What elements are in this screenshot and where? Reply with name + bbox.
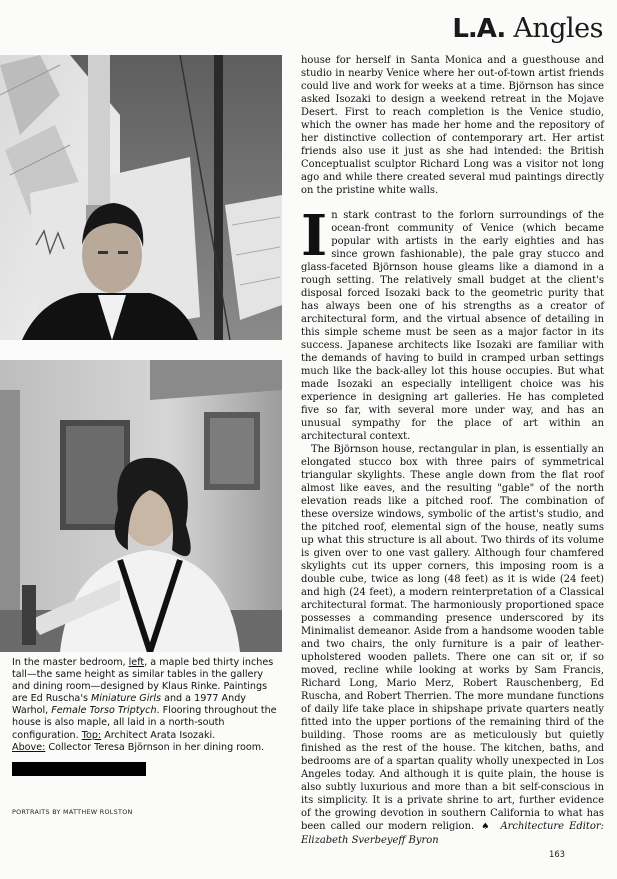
article-paragraph bbox=[301, 443, 604, 847]
caption-text: . Flooring throughout the house is also maple, all laid in a north-south configuration. bbox=[12, 705, 277, 741]
caption-left-label: left bbox=[128, 657, 145, 668]
collector-portrait-photo bbox=[0, 360, 282, 652]
article-paragraph: house for herself in Santa Monica and a guesthouse and studio in nearby Venice where her out-of-town artist friends could live and work for weeks at a time. Björnson has since asked Isozaki to design a weekend retreat in the Mojave Desert. First to reach completion is the Venice studio, which the owner has made her home and the repository of her distinctive collection of contemporary art. Her artist friends also use it just as she had intended: the British Conceptualist sculptor Richard Long was a visitor not long ago and while there created several mud paintings directly on the pristine white walls. bbox=[301, 55, 604, 196]
article-column bbox=[301, 54, 604, 847]
paragraph-gap bbox=[301, 197, 604, 209]
author-signature: Architecture Editor: Elizabeth Sverbeyeff Byron bbox=[301, 821, 604, 846]
architect-portrait-photo bbox=[0, 55, 282, 340]
caption-text: , a maple bed thirty inches tall—the same height as similar tables in the gallery and dining room—designed by Klaus Rinke. Paintings are Ed Ruscha's bbox=[12, 657, 274, 705]
article-text: n stark contrast to the forlorn surroundings of the ocean-front community of Venice (which became popular with artists in the early eighties and has since grown fashionable), the pale gray stucco and glass-faceted Björnson house gleams like a diamond in a rough setting. The relatively small budget at the client's disposal forced Isozaki back to the geometric purity that has always been one of his strengths as a creator of architectural form, and the virtual absence of detailing in this simple scheme must be seen as a major factor in its success. Japanese architects like Isozaki are familiar with the demands of having to build in cramped urban settings much like the back-alley lot this house occupies. But what made Isozaki an especially intelligent choice was his experience in designing art galleries. He has completed five so far, with several more under way, and has an unusual sympathy for the place of art within an architectural context. bbox=[301, 210, 604, 442]
artwork-title: Female Torso Triptych bbox=[51, 705, 157, 717]
caption-above-label: Above: bbox=[12, 741, 46, 753]
photo-credit: PORTRAITS BY MATTHEW ROLSTON bbox=[12, 808, 133, 816]
end-mark-icon: ♠ bbox=[481, 822, 492, 832]
article-paragraph bbox=[301, 203, 604, 443]
article-text: The Björnson house, rectangular in plan, is essentially an elongated stucco box with three pairs of symmetrical triangular skylights. These angle down from the flat roof almost like eaves, and the resulting "gable" of the north elevation reads like a pitched roof. The combination of these oversize windows, symbolic of the artist's studio, and the pitched roof, elemental sign of the house, neatly sums up what this structure is all about. Two thirds of its volume is given over to one vast gallery. Although four chamfered skylights cut its upper corners, this imposing room is a double cube, twice as long (48 feet) as it is wide (24 feet) and high (24 feet), a modern reinterpretation of a Classical architectural format. The harmoniously proportioned space possesses a commanding presence underscored by its Minimalist demeanor. Aside from a handsome wooden table and two chairs, the only furniture is a pair of leather-upholstered wooden pallets. There one can sit or, if so moved, recline while looking at works by Sam Francis, Richard Long, Mario Merz, Robert Rauschenberg, Ed Ruscha, and Robert Therrien. The more mundane functions of daily life take place in shipshape private quarters neatly fitted into the upper portions of the remaining third of the building. Those rooms are as meticulously but quietly finished as the rest of the house. The kitchen, baths, and bedrooms are of a spartan quality wholly unexpected in Los Angeles today. And although it is quite plain, the house is also subtly luxurious and more than a bit self-conscious in its simplicity. It is a private shrine to art, further evidence of the growing devotion in southern California to what has been called our modern religion. bbox=[301, 444, 604, 832]
caption-text: In the master bedroom, bbox=[12, 657, 129, 668]
caption-top-label: Top: bbox=[81, 729, 102, 741]
artwork-title: Miniature Girls bbox=[91, 693, 162, 705]
masthead-rest: Angles bbox=[505, 13, 603, 44]
page-number: 163 bbox=[549, 849, 565, 859]
redaction-bar bbox=[12, 762, 146, 776]
drop-cap: I bbox=[301, 203, 328, 269]
caption-text: and a 1977 Andy Warhol, bbox=[12, 693, 246, 717]
masthead-bold: L.A. bbox=[452, 14, 506, 44]
caption-text: Architect Arata Isozaki. bbox=[101, 729, 216, 741]
caption-text: Collector Teresa Björnson in her dining room. bbox=[45, 741, 265, 753]
section-masthead bbox=[452, 14, 603, 44]
photo-caption bbox=[12, 657, 278, 754]
